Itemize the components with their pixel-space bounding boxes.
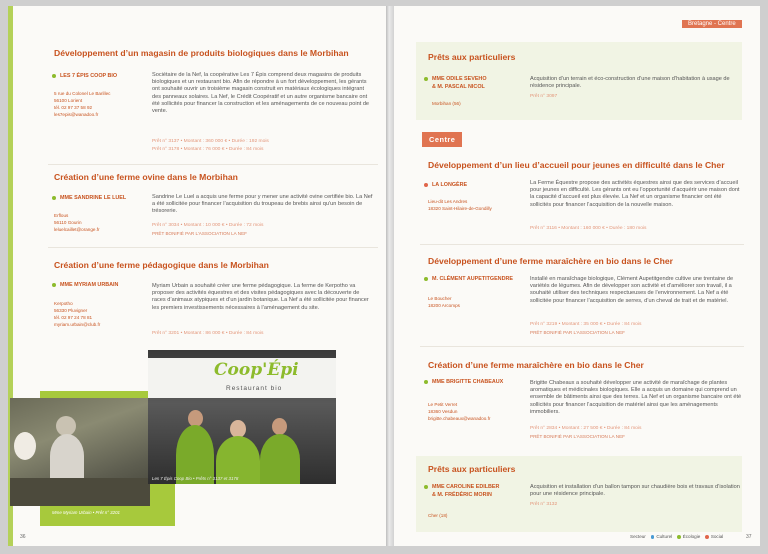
bonification-note: PRÊT BONIFIÉ PAR L’ASSOCIATION LA NEF: [530, 330, 625, 335]
entry-body: Installé en maraîchage biologique, Clément Aupetitgendre cultive une trentaine de variétés de légumes. Afin de développer son activité et d’améliorer son travail, il a souhaité utiliser des techniques respectueuses de l’environnement. La Nef a été sollicitée pour financer l’acquisition de serres, d’un cheval de trait et de matériel.: [530, 276, 734, 304]
shop-sign-sub: Restaurant bio: [226, 385, 283, 392]
shop-photo: [148, 350, 336, 484]
farm-photo: [10, 398, 150, 506]
ecology-dot-icon: [424, 277, 428, 281]
right-page: [394, 6, 760, 546]
loan-line: Prêt n° 2834 • Montant : 27 500 € • Durée : 84 mois: [530, 426, 642, 431]
page-number: 36: [20, 534, 26, 540]
ecology-dot-icon: [424, 380, 428, 384]
ecology-dot-icon: [52, 283, 56, 287]
entry-title: Développement d’une ferme maraîchère en bio dans le Cher: [428, 256, 673, 266]
entry-name: MME MYRIAM URBAIN: [52, 282, 118, 288]
divider: [420, 346, 744, 347]
ecology-dot-icon: [52, 196, 56, 200]
entry-body: Sandrine Le Luel a acquis une ferme pour y mener une activité ovine certifiée bio. La Nef a été sollicitée pour financer l’acquisition du troupeau de brebis ainsi qu’un besoin de trésorerie.: [152, 194, 373, 215]
region-tag: Bretagne - Centre: [682, 20, 742, 28]
person-figure: [260, 434, 300, 484]
entry-address: Lieu-dit Les Andres 18320 Saint-Hilaire-de-Gondilly: [428, 199, 492, 211]
entry-body: La Ferme Équestre propose des activités équestres ainsi que des services d’accueil pour jeunes en difficulté. Les gérants ont eu l’opportunité d’acquérir une maison dont la capacité d’accueil est plus élevée. La Nef et un organisme financier ont été sollicités pour financer l’acquisition de la nouvelle maison.: [530, 180, 740, 208]
child-head: [56, 416, 76, 436]
entry-name: MME CAROLINE EDILBER: [424, 484, 499, 490]
entry-body: Acquisition et installation d’un ballon tampon sur chaudière bois et travaux d’isolation pour une résidence principale.: [530, 484, 740, 498]
shop-sign-text: Coop'Épi: [214, 360, 299, 380]
goat-figure: [14, 432, 36, 460]
divider: [420, 244, 744, 245]
divider: [48, 247, 378, 248]
entry-address: 5 rue du Colonel Le Barillec 56100 Lorient tél. 02 97 37 58 92 les7epis@wanadoo.fr: [54, 91, 111, 117]
entry-body: Brigitte Chabeaux a souhaité développer une activité de maraîchage de plantes aromatiques et médicinales biologiques. Elle a acquis un domaine qui comprend un ensemble de bâtiments ainsi que des terres. La Nef et un organisme bancaire ont été sollicités pour financer l’acquisition de matériel ainsi que les aménagements immobiliers.: [530, 380, 742, 415]
entry-name: & M. FRÉDÉRIC MORIN: [432, 492, 492, 498]
entry-title: Développement d’un lieu d’accueil pour jeunes en difficulté dans le Cher: [428, 160, 725, 170]
loan-line: Prêt n° 3178 • Montant : 76 000 € • Durée : 84 mois: [152, 147, 264, 152]
block-title: Prêts aux particuliers: [428, 52, 516, 62]
loan-line: Prêt n° 3132: [530, 502, 558, 507]
entry-body: Myriam Urbain a souhaité créer une ferme pédagogique. La ferme de Kerpotho va proposer des activités équestres et des visites pédagogiques avec la découverte de races d’animaux atypiques et d’un jardin botanique. La Nef a été sollicitée pour financer les premiers investissements nécessaires à l’aménagement du site.: [152, 283, 369, 311]
loan-line: Prêt n° 3097: [530, 94, 558, 99]
entry-name: & M. PASCAL NICOL: [432, 84, 485, 90]
ecology-dot-icon: [424, 77, 428, 81]
culture-dot-icon: [651, 535, 655, 539]
left-page: [8, 6, 386, 546]
child-figure: [50, 434, 84, 478]
bonification-note: PRÊT BONIFIÉ PAR L’ASSOCIATION LA NEF: [152, 231, 247, 236]
loan-line: Prêt n° 3034 • Montant : 10 000 € • Durée : 72 mois: [152, 223, 264, 228]
social-dot-icon: [705, 535, 709, 539]
shop-sign: [148, 358, 336, 398]
entry-address: Cher (18): [428, 513, 448, 518]
ecology-dot-icon: [52, 74, 56, 78]
entry-address: Kerpotho 56330 Pluvigner tél. 02 97 24 78 81 myriam.urbain@club.fr: [54, 301, 101, 327]
block-title: Prêts aux particuliers: [428, 464, 516, 474]
entry-address: Le Petit Verret 18360 Vesdun brigitte.chabeaux@wanadoo.fr: [428, 402, 491, 421]
loan-line: Prêt n° 3137 • Montant : 360 000 € • Durée : 192 mois: [152, 139, 269, 144]
entry-address: Erflous 56110 Gourin leluelcaillet@orange.fr: [54, 213, 100, 232]
entry-name: MME SANDRINE LE LUEL: [52, 195, 126, 201]
entry-address: Morbihan (56): [432, 101, 461, 106]
photo-caption: Les 7 Épis Coop Bio • Prêts n° 3137 et 3178: [152, 476, 239, 481]
entry-name: LES 7 ÉPIS COOP BIO: [52, 73, 117, 79]
bonification-note: PRÊT BONIFIÉ PAR L’ASSOCIATION LA NEF: [530, 434, 625, 439]
entry-title: Création d’une ferme pédagogique dans le Morbihan: [54, 260, 269, 270]
photo-caption: Mme Myriam Urbain • Prêt n° 3201: [52, 510, 120, 515]
social-dot-icon: [424, 183, 428, 187]
section-heading: Centre: [422, 132, 462, 147]
loan-line: Prêt n° 3219 • Montant : 35 000 € • Durée : 84 mois: [530, 322, 642, 327]
entry-address: Le Boucher 18200 Arcomps: [428, 296, 460, 308]
entry-name: LA LONGÈRE: [424, 182, 467, 188]
book-gutter: [386, 6, 394, 546]
entry-name: MME ODILE SEVЕНО: [424, 76, 487, 82]
loan-line: Prêt n° 3201 • Montant : 86 000 € • Durée : 84 mois: [152, 331, 264, 336]
sector-legend: Secteur Culturel Écologie Social: [630, 534, 724, 539]
entry-body: Acquisition d’un terrain et éco-construction d’une maison d’habitation à usage de résidence principale.: [530, 76, 730, 90]
divider: [48, 164, 378, 165]
page-number: 37: [746, 534, 752, 540]
entry-name: MME BRIGITTE CHABEAUX: [424, 379, 503, 385]
ecology-dot-icon: [424, 485, 428, 489]
loan-line: Prêt n° 3116 • Montant : 160 000 € • Durée : 180 mois: [530, 226, 647, 231]
entry-title: Création d’une ferme ovine dans le Morbihan: [54, 172, 238, 182]
ecology-dot-icon: [677, 535, 681, 539]
entry-title: Développement d’un magasin de produits biologiques dans le Morbihan: [54, 48, 349, 58]
entry-name: M. CLÉMENT AUPETITGENDRE: [424, 276, 513, 282]
entry-body: Sociétaire de la Nef, la coopérative Les 7 Épis comprend deux magasins de produits biologiques et un restaurant bio. Afin de répondre à un fort développement, les gérants ont souhaité ouvrir un troisième magasin construit en matériaux écologiques intégrant des panneaux solaires. La Nef, le Crédit Coopératif et un autre organisme bancaire ont été sollicités pour financer la construction et les aménagements de ce nouveau point de vente.: [152, 72, 370, 115]
entry-title: Création d’une ferme maraîchère en bio dans le Cher: [428, 360, 644, 370]
